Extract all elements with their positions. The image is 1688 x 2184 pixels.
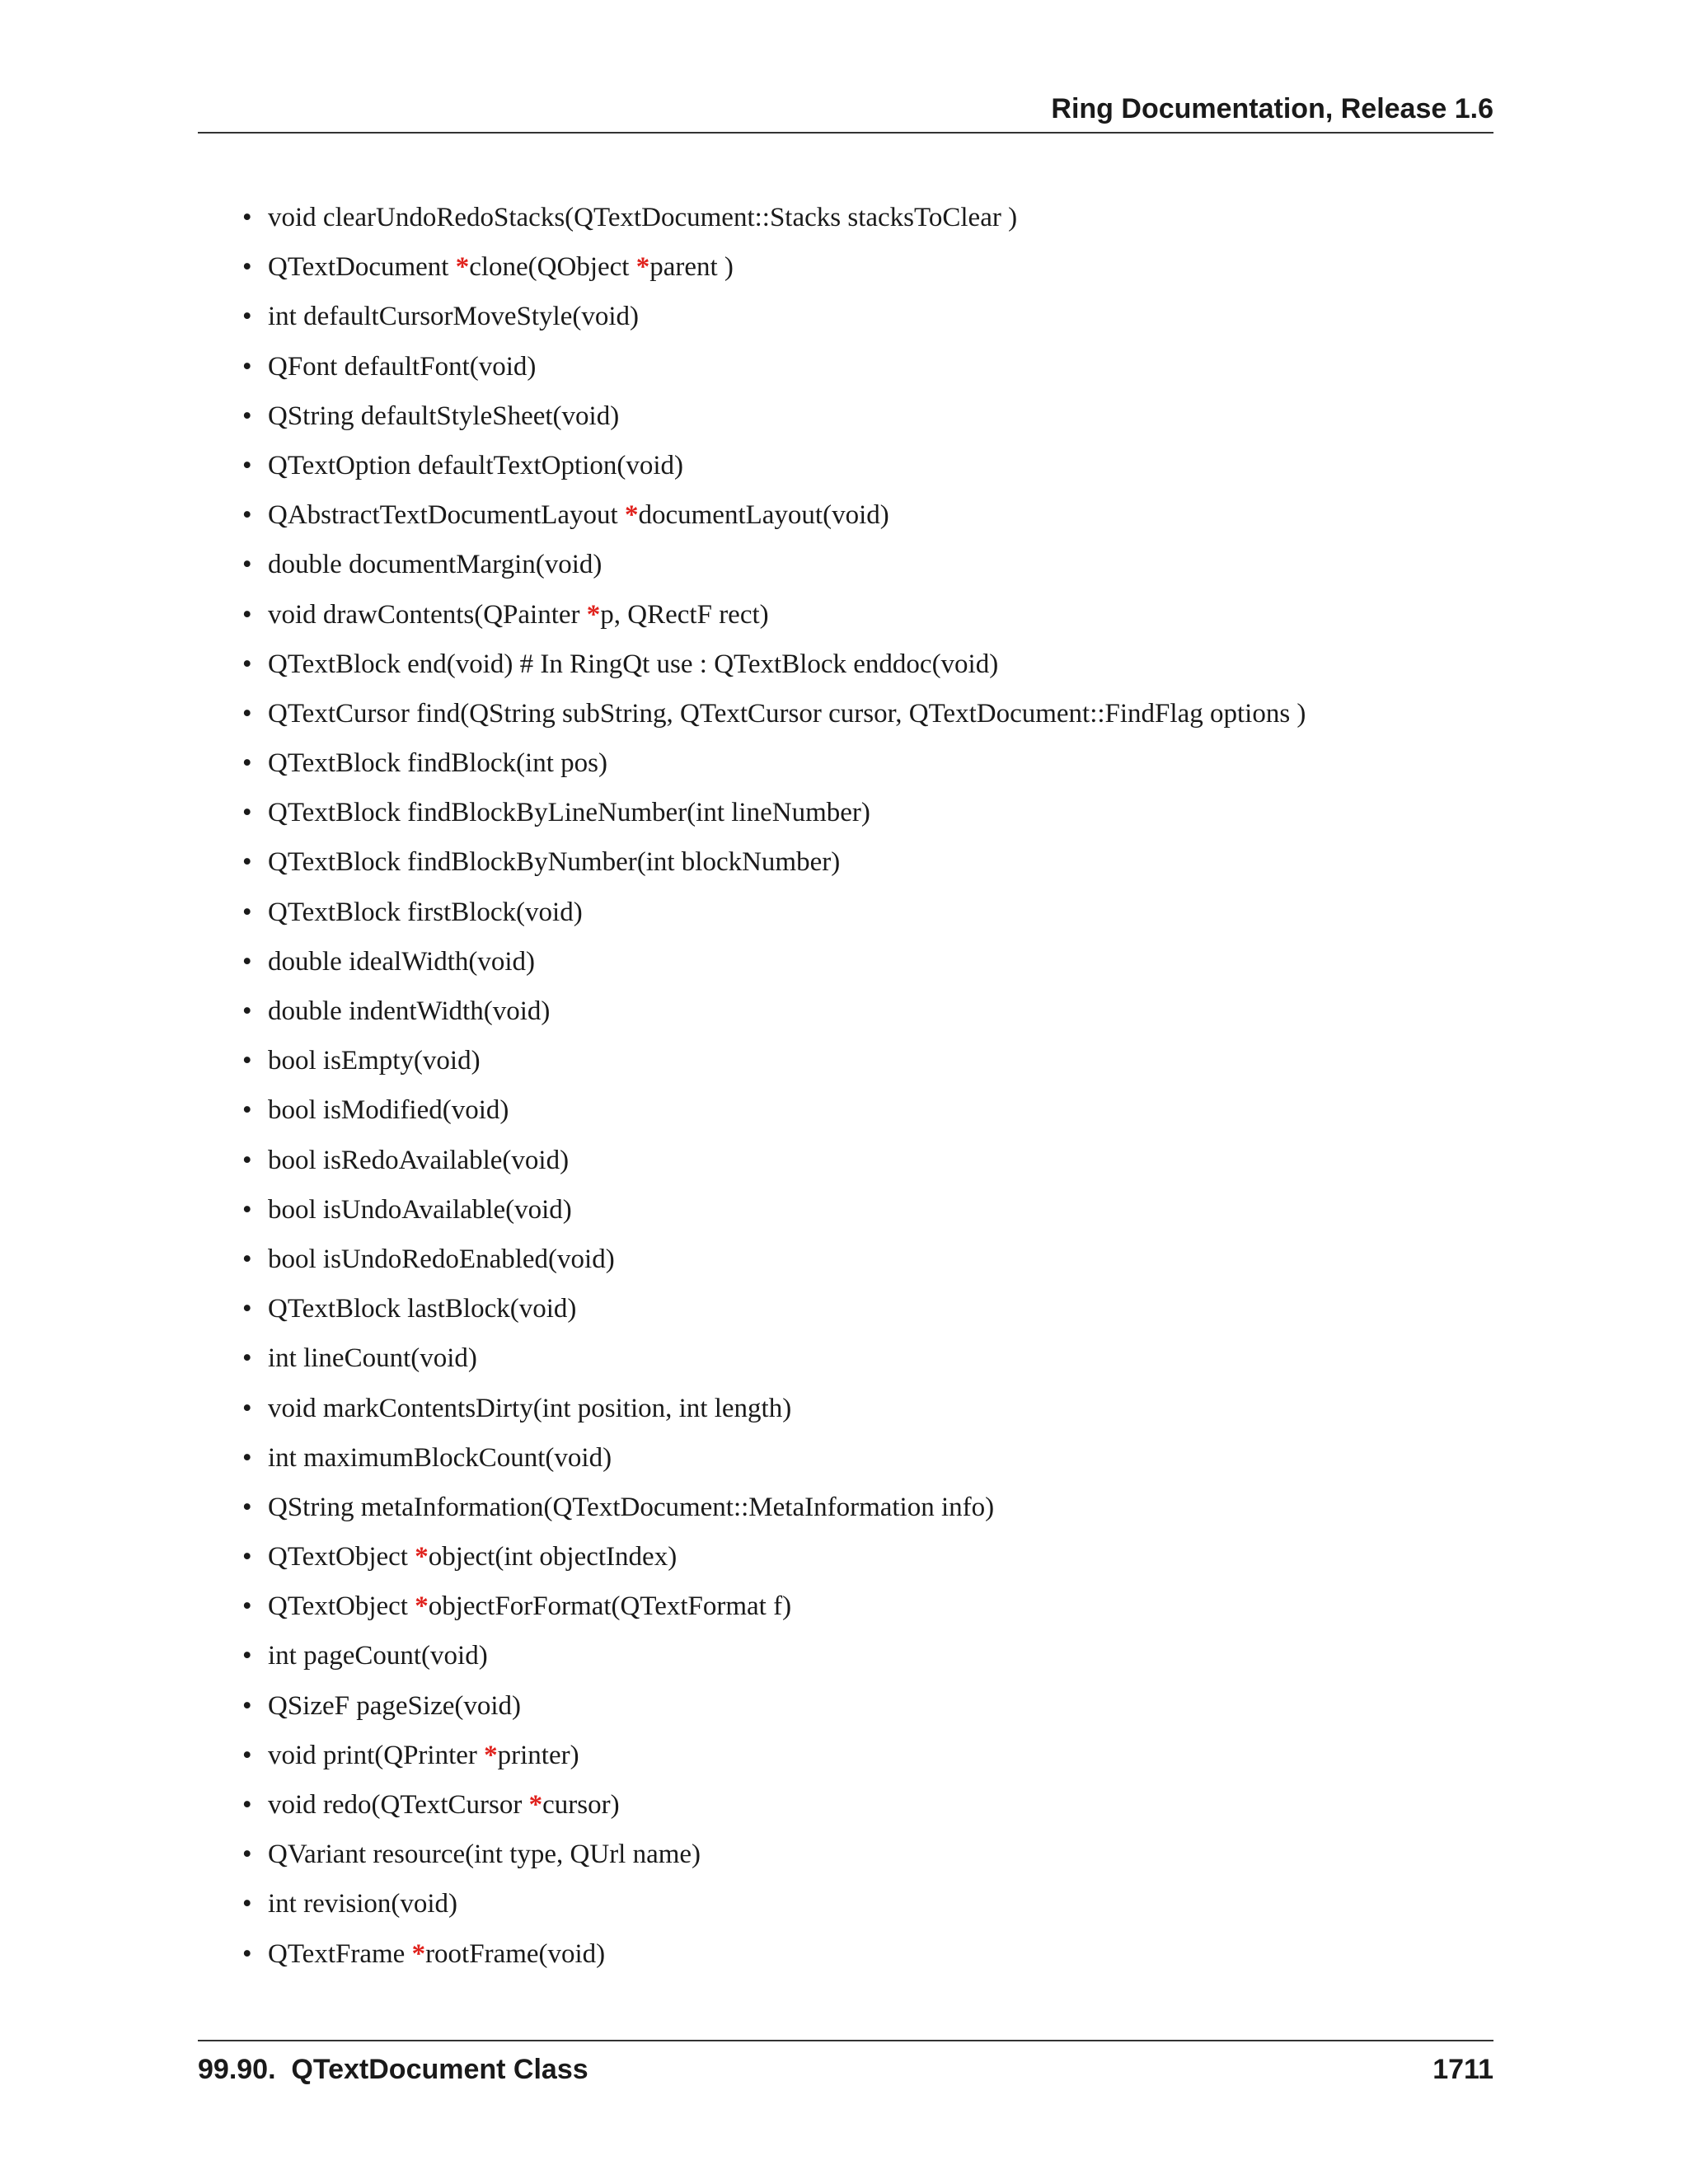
page-footer [198, 2040, 1493, 2099]
bullet-icon: • [242, 252, 252, 283]
method-list-item [198, 1582, 1493, 1631]
method-signature: QTextBlock end(void) # In RingQt use : QTextBlock enddoc(void) [268, 649, 999, 679]
method-signature: void clearUndoRedoStacks(QTextDocument::Stacks stacksToClear ) [268, 203, 1018, 232]
bullet-icon: • [242, 1790, 252, 1820]
bullet-icon: • [242, 302, 252, 332]
bullet-icon: • [242, 1294, 252, 1324]
bullet-icon: • [242, 500, 252, 531]
method-signature: void markContentsDirty(int position, int length) [268, 1393, 792, 1423]
bullet-icon: • [242, 698, 252, 729]
pointer-star: * [635, 252, 650, 283]
method-signature: bool isModified(void) [268, 1095, 509, 1126]
method-signature: QTextBlock findBlockByNumber(int blockNumber) [268, 847, 841, 878]
method-list-item [198, 1731, 1493, 1780]
method-list-item [198, 1333, 1493, 1383]
method-signature: QTextFrame *rootFrame(void) [268, 1938, 606, 1969]
method-signature: QTextOption defaultTextOption(void) [268, 450, 684, 480]
method-list-item [198, 1085, 1493, 1135]
method-signature: QTextObject *object(int objectIndex) [268, 1542, 678, 1572]
bullet-icon: • [242, 550, 252, 580]
method-signature: QTextDocument *clone(QObject *parent ) [268, 252, 734, 283]
bullet-icon: • [242, 1542, 252, 1572]
bullet-icon: • [242, 1492, 252, 1522]
method-list-item [198, 1532, 1493, 1582]
method-signature: QAbstractTextDocumentLayout *documentLayout(void) [268, 500, 889, 531]
pointer-star: * [624, 500, 639, 531]
bullet-icon: • [242, 450, 252, 480]
method-signature: int maximumBlockCount(void) [268, 1442, 612, 1473]
document-title: Ring Documentation, Release 1.6 [1051, 93, 1493, 124]
bullet-icon: • [242, 203, 252, 232]
method-list-item [198, 1830, 1493, 1879]
method-list-item [198, 1136, 1493, 1185]
pointer-star: * [411, 1938, 426, 1969]
method-signature: QFont defaultFont(void) [268, 351, 537, 382]
method-list-item [198, 342, 1493, 391]
method-signature: void drawContents(QPainter *p, QRectF rect) [268, 599, 769, 630]
bullet-icon: • [242, 847, 252, 878]
method-list-item [198, 1879, 1493, 1929]
bullet-icon: • [242, 1046, 252, 1076]
method-list-item [198, 738, 1493, 788]
page-header [198, 89, 1493, 134]
bullet-icon: • [242, 946, 252, 977]
method-signature: double indentWidth(void) [268, 996, 551, 1026]
method-signature: double documentMargin(void) [268, 550, 603, 580]
method-list-item [198, 689, 1493, 738]
method-list-item [198, 1433, 1493, 1483]
method-list-item [198, 1681, 1493, 1731]
method-list [198, 193, 1493, 1979]
bullet-icon: • [242, 1194, 252, 1225]
method-list-item [198, 1483, 1493, 1532]
bullet-icon: • [242, 351, 252, 382]
bullet-icon: • [242, 1889, 252, 1919]
method-signature: QTextBlock findBlock(int pos) [268, 748, 607, 779]
method-signature: bool isRedoAvailable(void) [268, 1145, 570, 1175]
bullet-icon: • [242, 1442, 252, 1473]
bullet-icon: • [242, 1095, 252, 1126]
method-list-item [198, 1631, 1493, 1680]
method-list-item [198, 888, 1493, 937]
bullet-icon: • [242, 1244, 252, 1274]
method-list-item [198, 1036, 1493, 1085]
bullet-icon: • [242, 1938, 252, 1969]
bullet-icon: • [242, 1840, 252, 1870]
method-signature: QTextCursor find(QString subString, QTextCursor cursor, QTextDocument::FindFlag options ) [268, 698, 1306, 729]
bullet-icon: • [242, 748, 252, 779]
method-signature: QTextBlock firstBlock(void) [268, 897, 583, 927]
method-signature: int pageCount(void) [268, 1641, 488, 1671]
bullet-icon: • [242, 599, 252, 630]
method-list-item [198, 1780, 1493, 1830]
method-signature: bool isUndoRedoEnabled(void) [268, 1244, 615, 1274]
bullet-icon: • [242, 798, 252, 828]
method-list-item [198, 193, 1493, 242]
method-signature: void print(QPrinter *printer) [268, 1740, 579, 1770]
method-signature: QTextObject *objectForFormat(QTextFormat f) [268, 1591, 792, 1622]
method-list-item [198, 987, 1493, 1036]
section-title: 99.90. QTextDocument Class [198, 2054, 588, 2085]
pointer-star: * [484, 1740, 498, 1770]
method-signature: int revision(void) [268, 1889, 458, 1919]
bullet-icon: • [242, 1343, 252, 1374]
method-list-item [198, 640, 1493, 689]
page-number: 1711 [1432, 2054, 1493, 2085]
bullet-icon: • [242, 897, 252, 927]
method-signature: bool isUndoAvailable(void) [268, 1194, 572, 1225]
pointer-star: * [455, 252, 470, 283]
method-list-item [198, 1185, 1493, 1235]
method-signature: int defaultCursorMoveStyle(void) [268, 302, 640, 332]
method-list-item [198, 441, 1493, 490]
method-signature: QSizeF pageSize(void) [268, 1690, 522, 1721]
method-signature: QVariant resource(int type, QUrl name) [268, 1840, 701, 1870]
bullet-icon: • [242, 1690, 252, 1721]
method-signature: bool isEmpty(void) [268, 1046, 481, 1076]
method-list-item [198, 540, 1493, 589]
method-list-item [198, 292, 1493, 341]
bullet-icon: • [242, 1145, 252, 1175]
method-list-item [198, 590, 1493, 640]
method-list-item [198, 1284, 1493, 1333]
bullet-icon: • [242, 1740, 252, 1770]
method-signature: double idealWidth(void) [268, 946, 536, 977]
bullet-icon: • [242, 1591, 252, 1622]
bullet-icon: • [242, 1641, 252, 1671]
method-list-item [198, 242, 1493, 292]
method-list-item [198, 788, 1493, 837]
method-list-item [198, 490, 1493, 540]
method-list-item [198, 837, 1493, 887]
bullet-icon: • [242, 649, 252, 679]
method-signature: QString metaInformation(QTextDocument::MetaInformation info) [268, 1492, 995, 1522]
bullet-icon: • [242, 996, 252, 1026]
method-list-item [198, 1235, 1493, 1284]
bullet-icon: • [242, 401, 252, 431]
method-list-item [198, 937, 1493, 987]
method-signature: QString defaultStyleSheet(void) [268, 401, 620, 431]
pointer-star: * [415, 1542, 429, 1572]
method-list-item [198, 391, 1493, 441]
bullet-icon: • [242, 1393, 252, 1423]
method-signature: void redo(QTextCursor *cursor) [268, 1790, 620, 1820]
method-list-item [198, 1929, 1493, 1979]
pointer-star: * [586, 599, 601, 630]
pointer-star: * [415, 1591, 429, 1622]
method-signature: QTextBlock findBlockByLineNumber(int lineNumber) [268, 798, 870, 828]
pointer-star: * [528, 1790, 543, 1820]
method-signature: QTextBlock lastBlock(void) [268, 1294, 577, 1324]
method-list-item [198, 1384, 1493, 1433]
method-signature: int lineCount(void) [268, 1343, 477, 1374]
